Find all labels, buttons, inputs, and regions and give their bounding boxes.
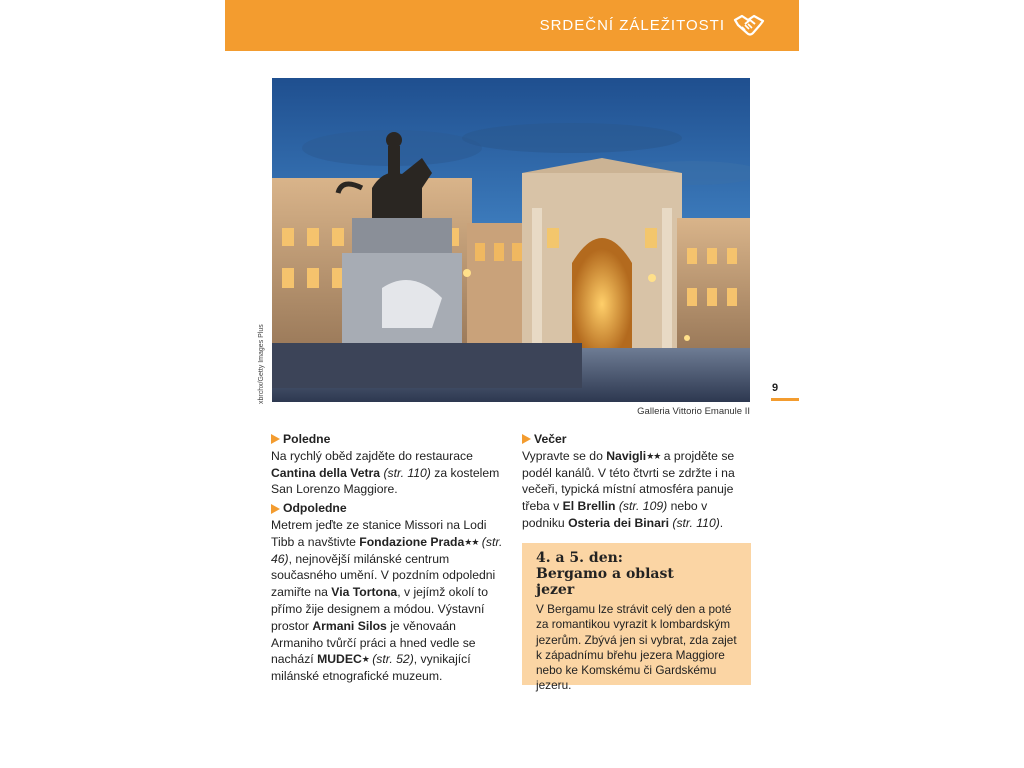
heading-text: Poledne [283, 432, 331, 446]
page-number-rule [771, 398, 799, 401]
place-name: El Brellin [562, 499, 616, 514]
place-name: Armani Silos [312, 618, 387, 633]
triangle-bullet-icon [271, 434, 280, 444]
place-name: Cantina della Vetra [271, 465, 381, 480]
page-reference: (str. 46) [271, 534, 503, 566]
text: , nejnovější milánské centrum současného umění. V pozdním odpoledni zamiřte na [271, 551, 496, 600]
text: Vypravte se do [522, 448, 607, 463]
handshake-icon [733, 12, 765, 40]
place-name: MUDEC [317, 652, 362, 667]
text: , vynikající milánské etnografické muzeum. [271, 652, 471, 684]
text: . [719, 515, 724, 530]
odpoledne-paragraph [271, 517, 507, 685]
page-reference: (str. 110) [672, 515, 720, 530]
photo-caption: Galleria Vittorio Emanule II [637, 406, 750, 417]
page-reference: (str. 110) [383, 465, 431, 480]
heading-text: Odpoledne [283, 501, 347, 516]
heading-text: Večer [534, 432, 567, 446]
star-rating: ★★ [464, 536, 479, 547]
text: Metrem jeďte ze stanice Missori na Lodi Tibb a navštivte [271, 517, 487, 549]
triangle-bullet-icon [271, 504, 280, 514]
section-heading-poledne [271, 431, 507, 448]
right-column [522, 431, 752, 534]
star-rating: ★ [361, 654, 369, 665]
section-heading-odpoledne [271, 500, 507, 517]
galleria-photo [272, 78, 750, 402]
tip-box-text: V Bergamu lze strávit celý den a poté za romantikou vyrazit k lombardským jezerům. Zbývá jen si vybrat, zda zajet k západnímu břehu jezera Maggiore nebo ke Komskému či Gardskému jezeru. [536, 602, 737, 693]
place-name: Via Tortona [331, 585, 398, 600]
chapter-header-bar [225, 0, 799, 51]
text: , v jejímž okolí to přímo žije designem a módou. Výstavní prostor [271, 585, 488, 633]
tip-box-title: 4. a 5. den: Bergamo a oblast jezer [536, 550, 674, 598]
section-heading-vecer [522, 431, 752, 448]
day-tip-box [522, 543, 751, 693]
poledne-paragraph [271, 448, 507, 498]
triangle-bullet-icon [522, 434, 531, 444]
text: nebo v podniku [522, 499, 708, 530]
place-name: Fondazione Prada [359, 534, 465, 549]
chapter-title: SRDEČNÍ ZÁLEŽITOSTI [539, 17, 725, 34]
text: Na rychlý oběd zajděte do restaurace [271, 448, 473, 463]
page-number: 9 [772, 382, 779, 394]
page-reference: (str. 52) [372, 652, 414, 667]
left-column [271, 431, 507, 687]
page-reference: (str. 109) [618, 499, 668, 514]
text: je věnovaán Armaniho tvůrčí práci a hned vedle se nachází [271, 618, 476, 667]
vecer-paragraph [522, 448, 752, 532]
photo-credit: xbrchx/Getty Images Plus [258, 324, 265, 404]
text: za kostelem San Lorenzo Maggiore. [271, 465, 500, 497]
star-rating: ★★ [646, 450, 661, 461]
galleria-illustration [272, 78, 750, 402]
place-name: Osteria dei Binari [568, 515, 669, 530]
guidebook-page [225, 0, 799, 768]
text: a projděte se podél kanálů. V této čtvrti se zdržte i na večeři, typická místní atmosféra panuje třeba v [522, 448, 735, 514]
place-name: Navigli [606, 448, 647, 463]
